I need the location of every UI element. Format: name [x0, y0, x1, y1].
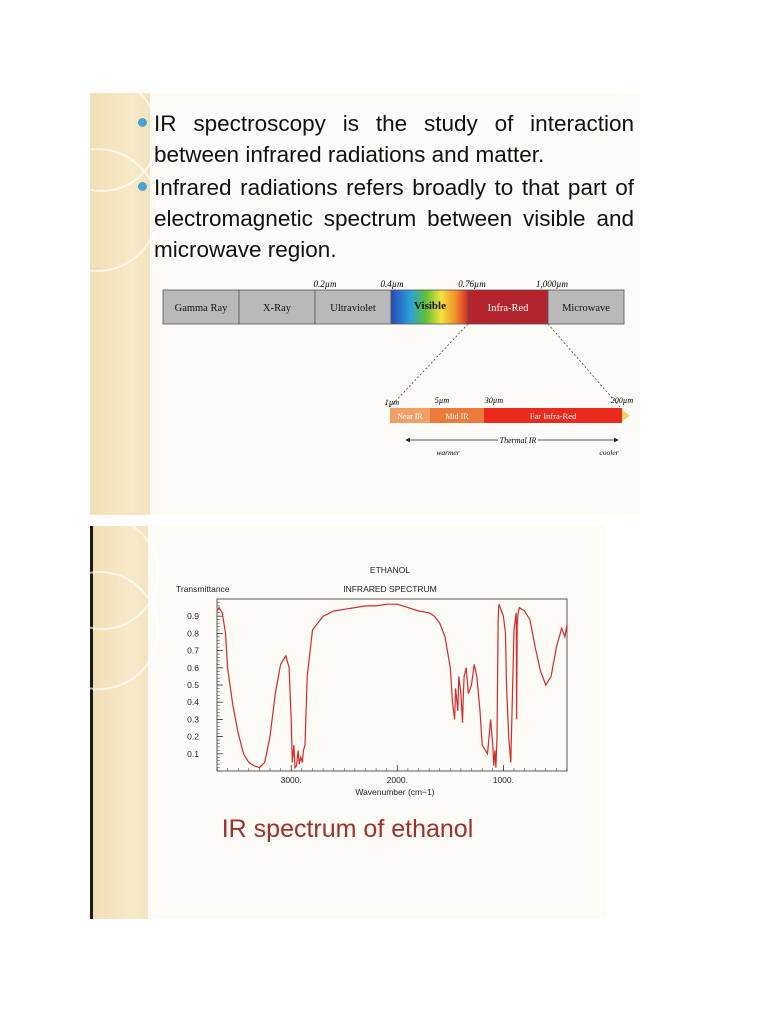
x-tick-label: 2000.: [386, 775, 408, 785]
band-label: X-Ray: [263, 303, 291, 314]
bullet-list: [138, 108, 634, 267]
ir-spectrum-chart: [160, 556, 580, 806]
ir-scale-label: 200µm: [610, 396, 634, 405]
zoom-guide-line: [548, 324, 620, 407]
band-label: Infra-Red: [487, 303, 529, 314]
spectrum-line: [217, 604, 567, 767]
ir-scale-label: 5µm: [434, 396, 450, 405]
thermal-ir-label: Thermal IR: [499, 436, 537, 445]
ir-band-label: Near IR: [397, 412, 423, 421]
bullet-text: IR spectroscopy is the study of interaction between infrared radiations and matter.: [154, 111, 634, 167]
y-tick-label: 0.3: [187, 714, 199, 725]
electromagnetic-spectrum-diagram: [160, 279, 635, 479]
x-tick-label: 1000.: [492, 775, 515, 785]
y-tick-label: 0.6: [187, 662, 199, 673]
wavelength-label: 1,000µm: [536, 279, 568, 289]
chart-title: ETHANOL: [369, 565, 411, 575]
wavelength-label: 0.4µm: [380, 279, 404, 289]
bullet-icon: [138, 182, 147, 191]
y-axis: [187, 611, 223, 759]
slide-caption: IR spectrum of ethanol: [221, 815, 474, 843]
cooler-label: cooler: [599, 448, 619, 457]
bullet-icon: [138, 118, 147, 127]
warmer-label: warmer: [436, 448, 460, 457]
bullet-text: Infrared radiations refers broadly to that part of electromagnetic spectrum between visible and microwave region.: [154, 175, 634, 262]
y-tick-label: 0.1: [187, 748, 199, 759]
band-label: Ultraviolet: [330, 303, 376, 314]
y-tick-label: 0.2: [187, 731, 199, 742]
y-tick-label: 0.4: [187, 697, 199, 708]
y-axis-label: Transmittance: [176, 584, 230, 594]
ir-band-label: Mid IR: [445, 412, 469, 421]
ir-band-label: Far Infra-Red: [529, 411, 577, 421]
slide-ir-intro: [90, 93, 640, 515]
y-tick-label: 0.9: [187, 611, 199, 622]
wavelength-label: 0.2µm: [313, 279, 337, 289]
band-label: Gamma Ray: [174, 303, 228, 314]
chart-subtitle: INFRARED SPECTRUM: [343, 584, 437, 594]
band-label: Visible: [414, 300, 446, 312]
wavelength-label: 0.76µm: [458, 279, 486, 289]
band-label: Microwave: [562, 303, 610, 314]
y-tick-label: 0.7: [187, 645, 199, 656]
arrow-icon: [622, 410, 630, 421]
bullet-item: [138, 172, 634, 265]
x-tick-label: 3000.: [280, 775, 302, 785]
zoom-guide-line: [390, 324, 468, 407]
slide-ethanol-spectrum: [90, 526, 605, 919]
y-tick-label: 0.5: [187, 680, 199, 690]
bullet-item: [138, 108, 634, 170]
x-axis: [281, 765, 514, 785]
ir-scale-label: 30µm: [484, 396, 504, 405]
y-tick-label: 0.8: [187, 628, 199, 639]
x-axis-label: Wavenumber (cm−1): [355, 787, 435, 797]
ir-scale-label: 1µm: [384, 398, 400, 407]
